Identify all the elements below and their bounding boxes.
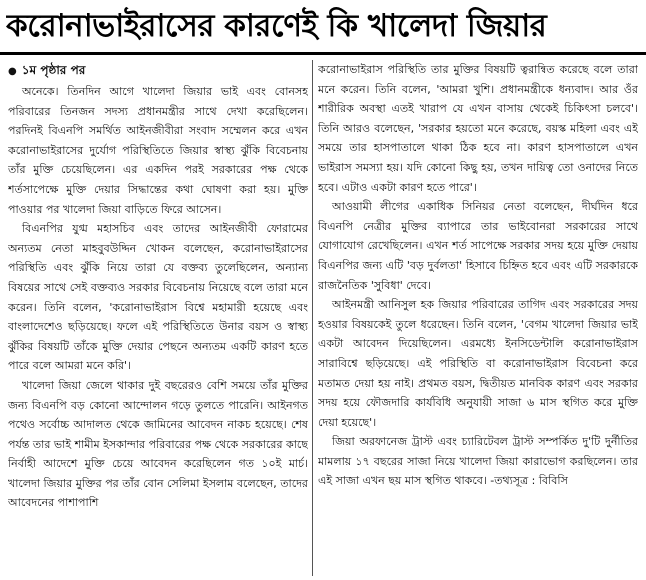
left-paragraph-3: খালেদা জিয়া জেলে থাকার দুই বছরেরও বেশি সময়ে তাঁর মুক্তির জন্য বিএনপি বড় কোনো আন্দোলন গড়ে তুলতে পারেনি। আইনগত পথেও সর্বোচ্চ আদালত থেকে জামিনের আবেদন নাকচ হয়েছে। শেষ পর্যন্ত তার ভাই শামীম ইসকান্দার পরিবারের পক্ষ থেকে সরকারের কাছে নির্বাহী আদেশে মুক্তি চেয়ে আবেদন করেছিলেন গত ১০ই মার্চ। খালেদা জিয়ার মুক্তির পর তাঁর বোন সেলিমা ইসলাম বলেছেন, তাদের আবেদনের পাশাপাশি (8, 378, 308, 510)
right-paragraph-4: জিয়া অরফানেজ ট্রাস্ট এবং চ্যারিটেবল ট্রাস্ট সম্পর্কিত দু'টি দুর্নীতির মামলায় ১৭ বছরের সাজা নিয়ে খালেদা জিয়া কারাভোগ করছিলেন। তার এই সাজা এখন ছয় মাস স্থগিত থাকবে। -তথ্যসূত্র : বিবিসি (318, 435, 638, 488)
right-paragraph-2: আওয়ামী লীগের একাধিক সিনিয়র নেতা বলেছেন, দীর্ঘদিন ধরে বিএনপি নেত্রীর মুক্তির ব্যাপারে তার ভাইবোনরা সরকারের সাথে যোগাযোগ রেখেছিলেন। এখন শর্ত সাপেক্ষে সরকার সদয় হয়ে মুক্তি দেয়ায় বিএনপির জন্য এটি 'বড় দুর্বলতা' হিসাবে চিহ্নিত হবে এবং এটি সরকারকে রাজনৈতিক 'সুবিধা' দেবে। (318, 200, 638, 292)
right-paragraph-3: আইনমন্ত্রী আনিসুল হক জিয়ার পরিবারের তাগিদ এবং সরকারের সদয় হওয়ার বিষয়কেই তুলে ধরেছেন। তিনি বলেন, 'বেগম খালেদা জিয়ার ভাই একটা আবেদন দিয়েছিলেন। এরমধ্যে ইনসিডেন্টালি করোনাভাইরাস সারাবিশ্বে ছড়িয়েছে। এই পরিস্থিতি বা করোনাভাইরাস বিবেচনা করে মতামত দেয়া হয় নাই। প্রথমত বয়স, দ্বিতীয়ত মানবিক কারণ এবং সরকার সদয় হয়ে ফৌজদারি কার্যবিধি অনুযায়ী সাজা ৬ মাস স্থগিত করে মুক্তি দেয়া হয়েছে'। (318, 298, 638, 429)
right-column (318, 60, 638, 578)
continuation-marker: ১ম পৃষ্ঠার পর (21, 63, 86, 77)
left-paragraph-2: বিএনপির যুগ্ম মহাসচিব এবং তাদের আইনজীবী ফোরামের অন্যতম নেতা মাহবুবউদ্দিন খোকন বলেছেন, করোনাভাইরাসের পরিস্থিতি এবং ঝুঁকি নিয়ে তারা যে বক্তব্য তুলেছিলেন, অন্যান্য বিষয়ের সাথে সেই বক্তব্যও সরকার বিবেচনায় নিয়েছে বলে তারা মনে করেন। তিনি বলেন, 'করোনাভাইরাস বিশ্বে মহামারী হয়েছে এবং বাংলাদেশেও ছড়িয়েছে। ফলে এই পরিস্থিতিতে উনার বয়স ও স্বাস্থ্য ঝুঁকির বিষয়টি তাঁকে মুক্তি দেয়ার পেছনে অন্যতম একটি কারণ হতে পারে বলে আমরা মনে করি'। (8, 222, 308, 373)
left-paragraph-1: অনেকে। তিনদিন আগে খালেদা জিয়ার ভাই এবং বোনসহ পরিবারের তিনজন সদস্য প্রধানমন্ত্রীর সাথে দেখা করেছিলেন। পরদিনই বিএনপি সমর্থিত আইনজীবীরা সংবাদ সম্মেলন করে এখন করোনাভাইরাসের দুর্যোগ পরিস্থিতিতে জিয়ার স্বাস্থ্য ঝুঁকি বিবেচনায় তাঁর মুক্তি চেয়েছিলেন। এর একদিন পরই সরকারের পক্ষ থেকে শর্তসাপেক্ষে মুক্তি দেয়ার সিদ্ধান্তের কথা ঘোষণা করা হয়। মুক্তি পাওয়ার পর খালেদা জিয়া বাড়িতে ফিরে আসেন। (8, 85, 308, 216)
continuation-line (8, 60, 308, 82)
left-column (8, 60, 308, 578)
headline: করোনাভাইরাসের কারণেই কি খালেদা জিয়ার (6, 8, 547, 44)
right-paragraph-1: করোনাভাইরাস পরিস্থিতি তার মুক্তির বিষয়টি ত্বরান্বিত করেছে বলে তারা মনে করেন। তিনি বলেন, 'আমরা খুশি। প্রধানমন্ত্রীকে ধন্যবাদ। আর ওঁর শারীরিক অবস্থা এতই খারাপ যে এখন বাসায় থেকেই চিকিৎসা চলবে'। তিনি আরও বলেছেন, 'সরকার হয়তো মনে করেছে, বয়স্ক মহিলা এবং এই সময়ে তার হাসপাতালে থাকা ঠিক হবে না। কারণ হাসপাতালে এখন ভাইরাস সমস্যা হয়। যদি কোনো কিছু হয়, তখন দায়িত্ব তো ওনাদের নিতে হবে। এটাও একটা কারণ হতে পারে'। (318, 63, 638, 194)
column-divider (312, 60, 313, 576)
bullet-icon: ● (8, 66, 17, 77)
headline-rule (0, 52, 646, 55)
